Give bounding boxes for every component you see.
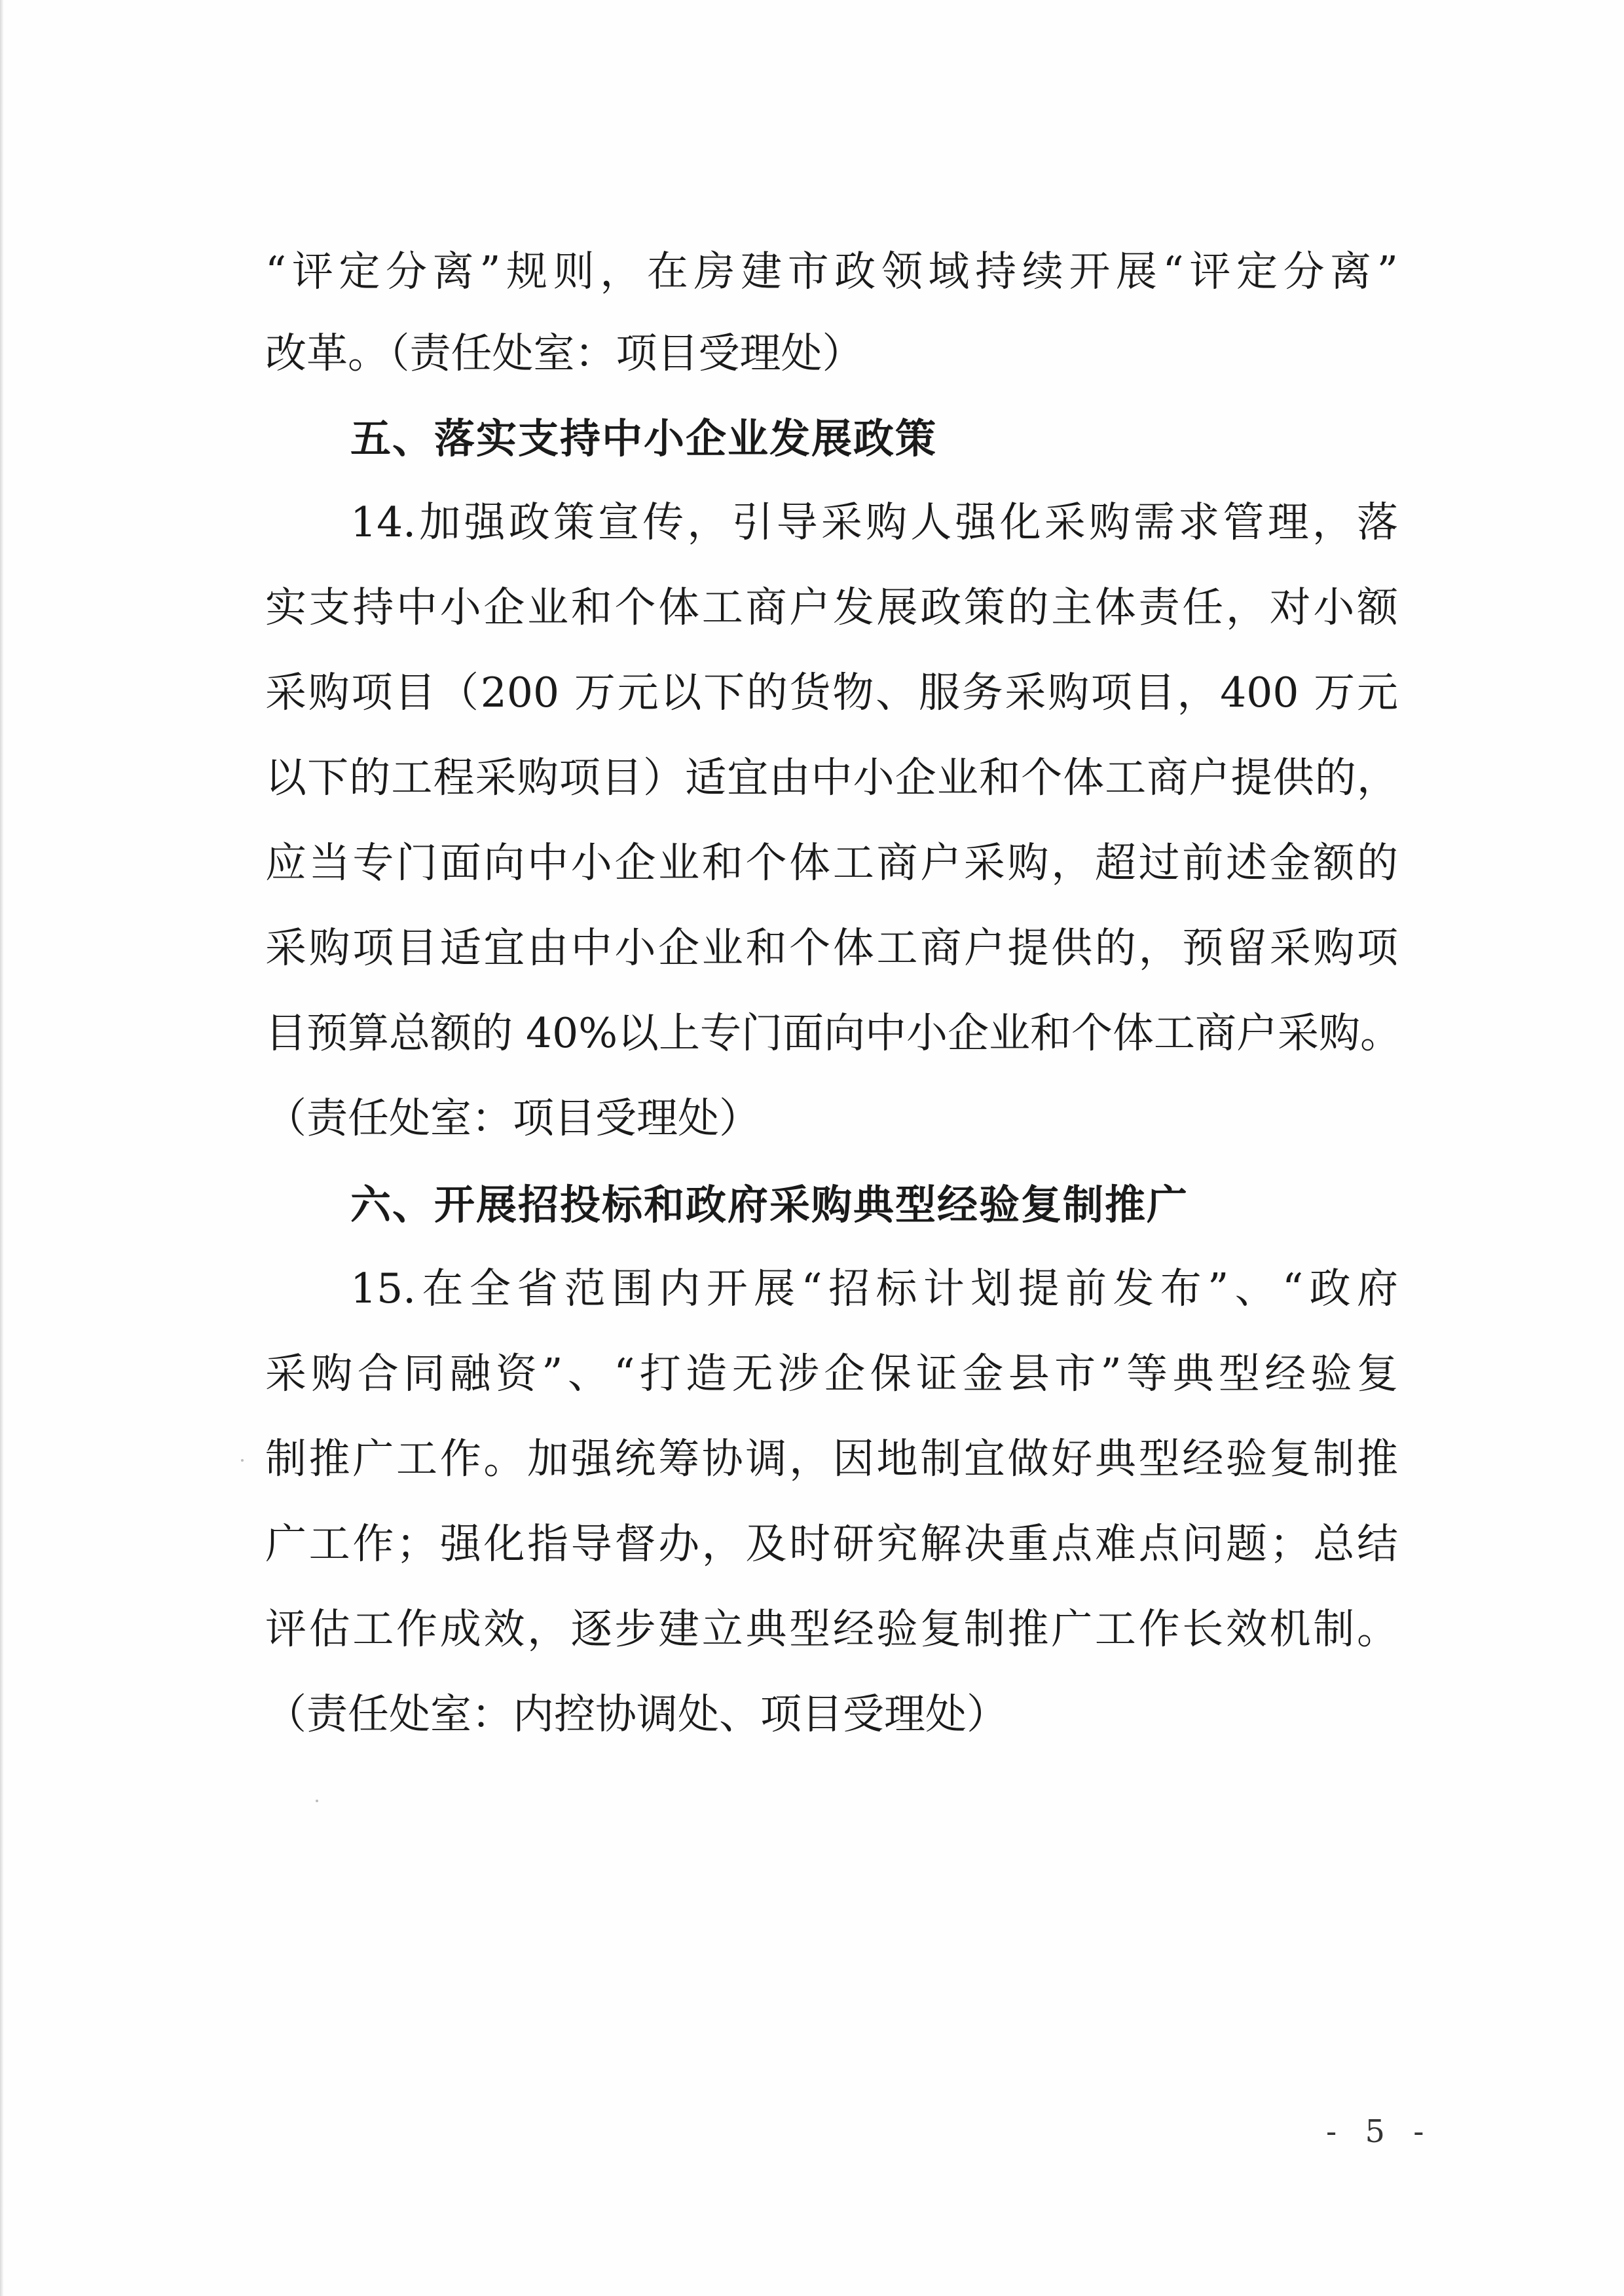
paragraph-line-15: 制推广工作。加强统筹协调，因地制宜做好典型经验复制推 [265,1435,1398,1483]
paragraph-line-9: 采购项目适宜由中小企业和个体工商户提供的，预留采购项 [265,924,1398,972]
scan-edge [0,0,4,2296]
paragraph-line-6: 采购项目（200 万元以下的货物、服务采购项目，400 万元 [265,669,1398,716]
scan-speck [316,1800,318,1802]
paragraph-line-13: 15.在全省范围内开展“招标计划提前发布”、“政府 [350,1265,1398,1312]
paragraph-line-16: 广工作；强化指导督办，及时研究解决重点难点问题；总结 [265,1520,1398,1568]
paragraph-line-11: （责任处室：项目受理处） [265,1094,760,1142]
paragraph-line-17: 评估工作成效，逐步建立典型经验复制推广工作长效机制。 [265,1605,1398,1653]
paragraph-line-14: 采购合同融资”、“打造无涉企保证金县市”等典型经验复 [265,1350,1398,1398]
paragraph-line-1: “评定分离”规则，在房建市政领域持续开展“评定分离” [265,248,1398,295]
paragraph-line-8: 应当专门面向中小企业和个体工商户采购，超过前述金额的 [265,839,1398,887]
paragraph-line-4: 14.加强政策宣传，引导采购人强化采购需求管理，落 [350,498,1398,546]
paragraph-line-10: 目预算总额的 40%以上专门面向中小企业和个体工商户采购。 [265,1009,1402,1057]
scan-speck [241,1459,244,1462]
paragraph-line-7: 以下的工程采购项目）适宜由中小企业和个体工商户提供的， [265,754,1398,802]
paragraph-line-18: （责任处室：内控协调处、项目受理处） [265,1690,1008,1738]
section-heading-5: 五、落实支持中小企业发展政策 [350,415,938,462]
section-heading-6: 六、开展招投标和政府采购典型经验复制推广 [350,1181,1189,1229]
paragraph-line-2: 改革。（责任处室：项目受理处） [265,329,864,377]
paragraph-line-5: 实支持中小企业和个体工商户发展政策的主体责任，对小额 [265,583,1398,631]
page-number: - 5 - [1326,2113,1433,2150]
